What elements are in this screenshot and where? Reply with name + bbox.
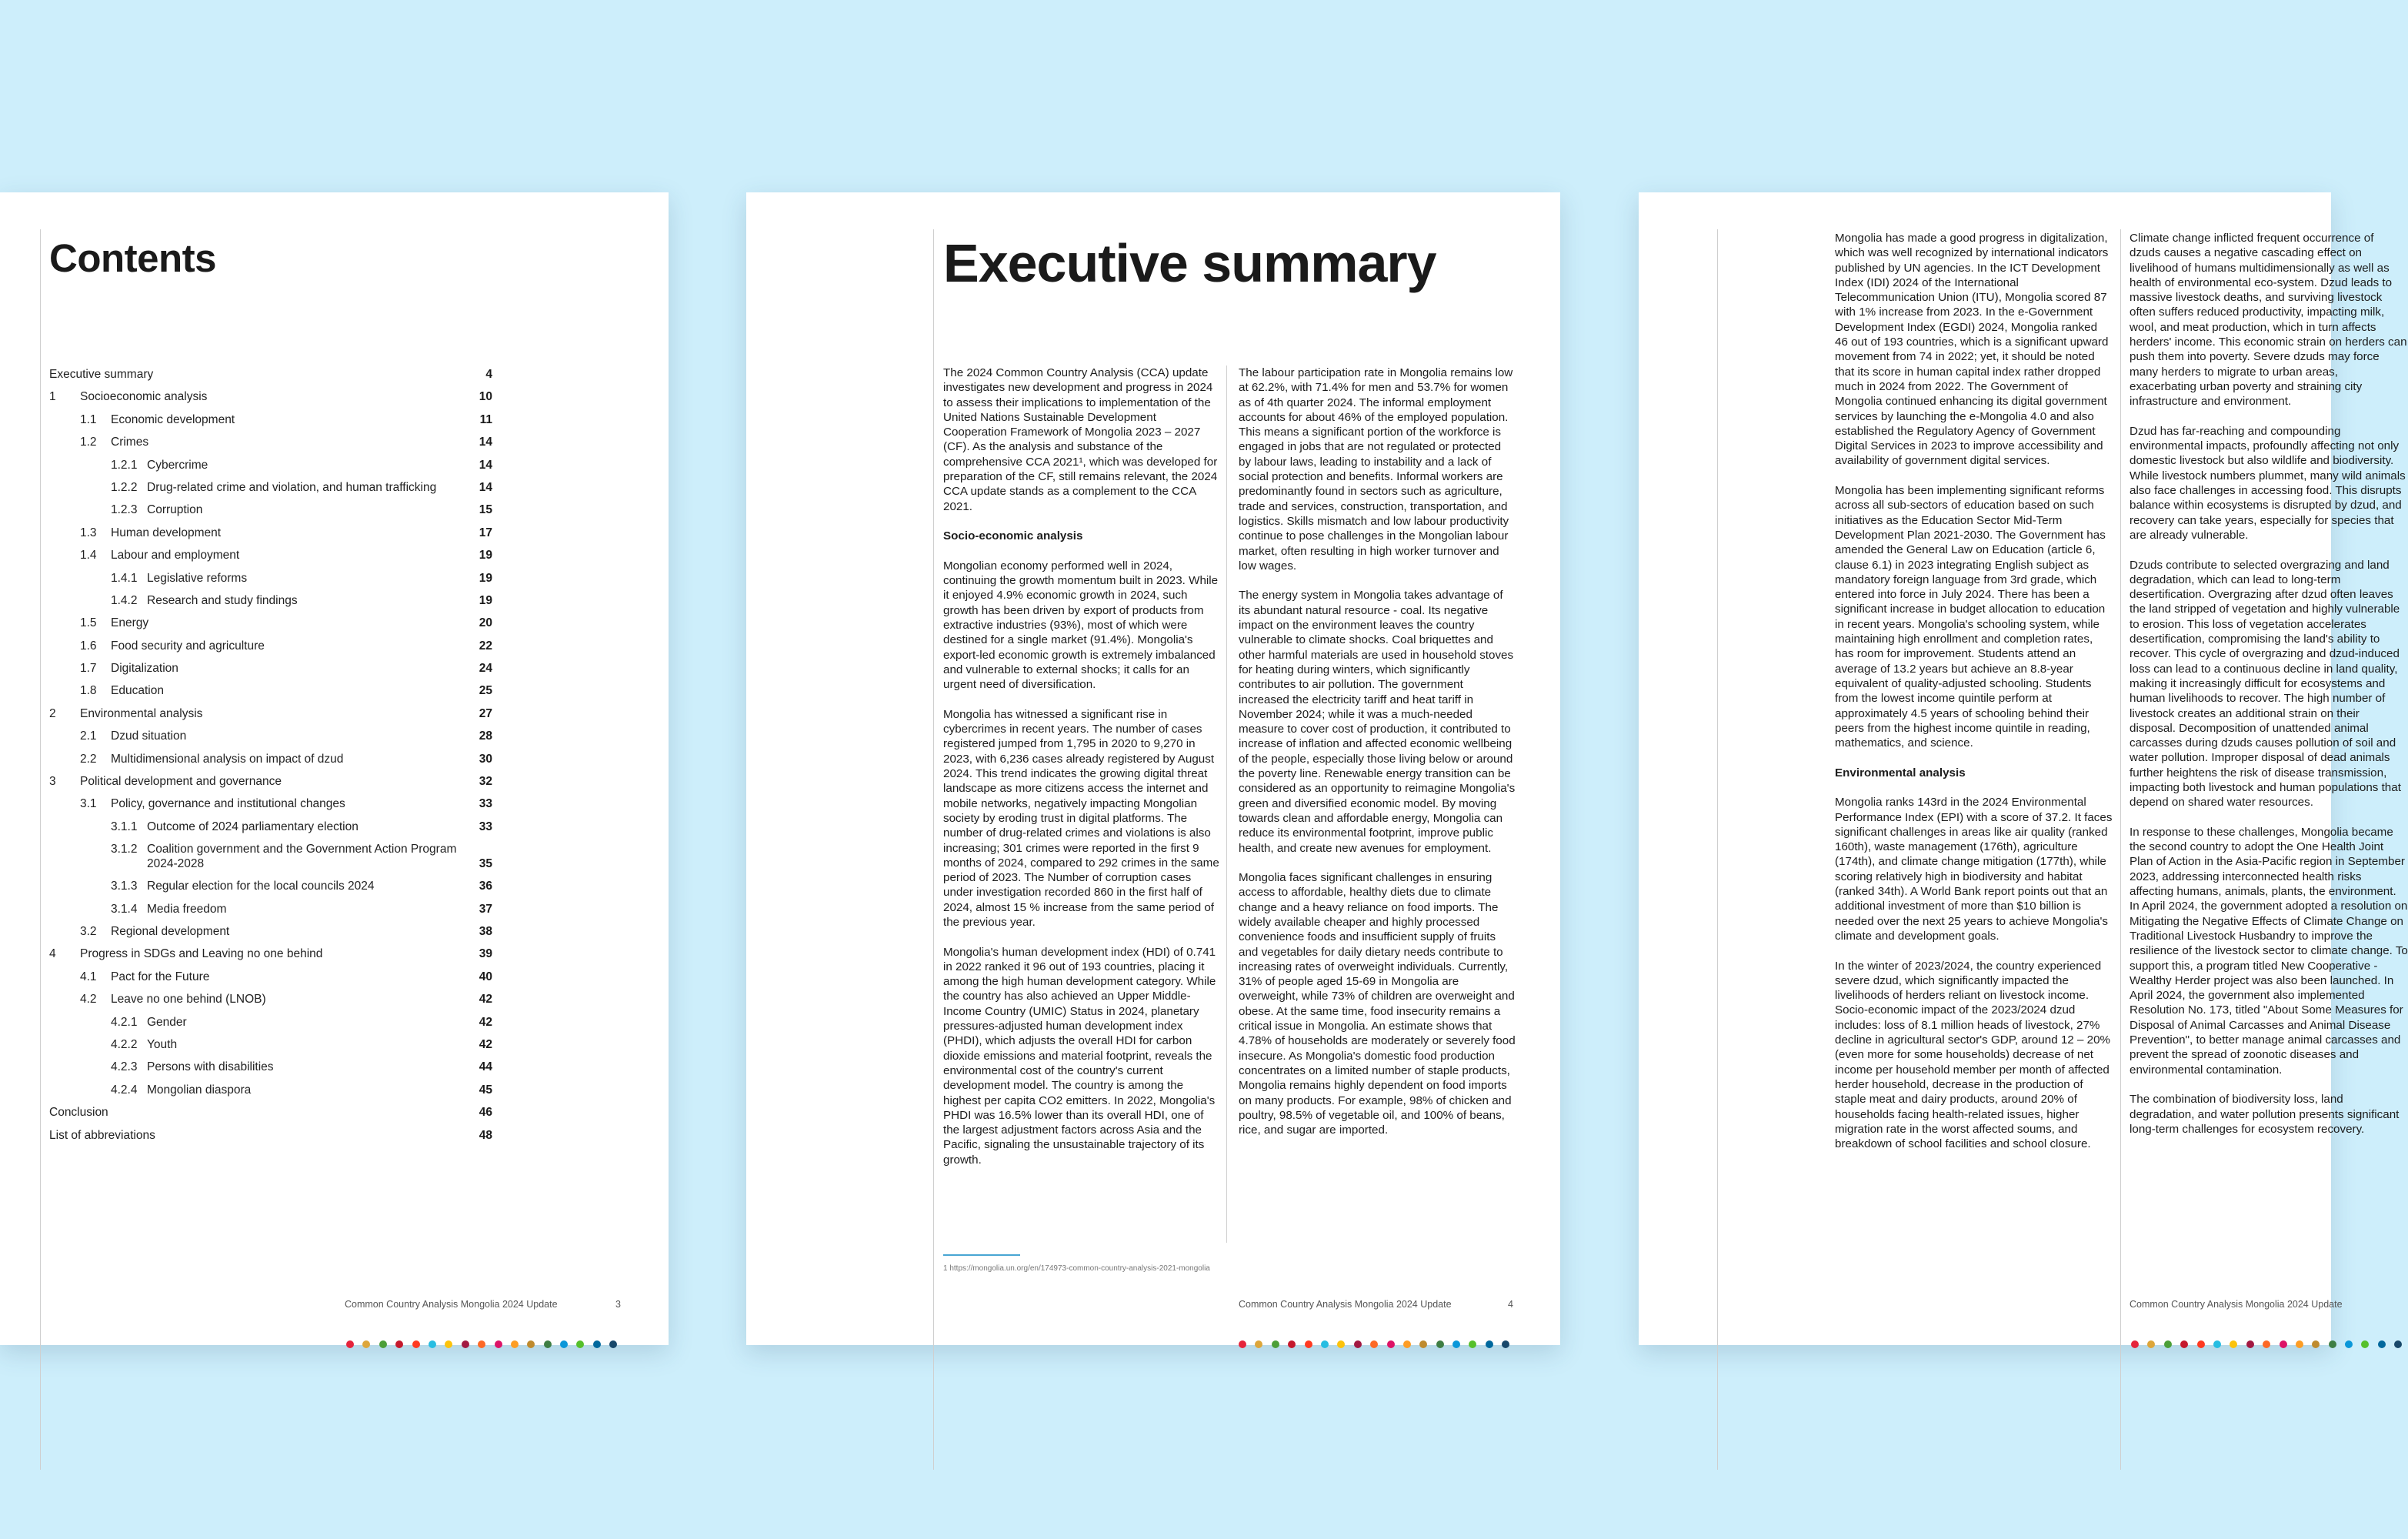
toc-entry-page: 28 — [479, 729, 492, 743]
toc-entry-number: 3.1.3 — [111, 880, 138, 893]
toc-entry-number: 4.1 — [80, 970, 97, 983]
toc-entry-number: 3 — [49, 775, 56, 789]
toc-entry-label: Human development — [111, 526, 222, 539]
executive-summary-page — [746, 192, 1560, 1345]
toc-entry-page: 19 — [479, 549, 492, 563]
toc-entry[interactable] — [49, 748, 492, 770]
toc-entry[interactable] — [49, 454, 492, 476]
sdg-dot — [2280, 1340, 2287, 1348]
toc-entry-number: 1.5 — [80, 616, 97, 630]
toc-entry[interactable] — [49, 1079, 492, 1101]
toc-entry-label: Drug-related crime and violation, and human trafficking — [147, 480, 437, 494]
contents-title: Contents — [49, 236, 216, 280]
toc-entry-page: 44 — [479, 1060, 492, 1074]
sdg-dot — [560, 1340, 568, 1348]
sdg-dot — [1469, 1340, 1476, 1348]
contents-page — [0, 192, 669, 1345]
page-number: 4 — [1508, 1299, 1513, 1310]
toc-entry-number: 1.8 — [80, 684, 97, 698]
body-paragraph: In the winter of 2023/2024, the country experienced severe dzud, which significantly impacted the livelihoods of herders reliant on livestock income. Socio-economic impact of the 2023/2024 dzud includes: loss of 8.1 million heads of livestock, 27% decline in agricultural sector's GDP, around 12 – 20% (even more for some households) decrease of net income per household member per month of affected herder household, decrease in the production of staple meat and dairy products, around 20% of households facing health-related issues, higher migration rate in the worst affected soums, and breakdown of school facilities and school closure. — [1835, 959, 2111, 1151]
page-title: Executive summary — [943, 233, 1436, 293]
sdg-dot — [1321, 1340, 1329, 1348]
column-rule — [1226, 366, 1227, 1243]
toc-entry[interactable] — [49, 635, 492, 657]
column-rule — [2120, 229, 2121, 1470]
sdg-dot — [1272, 1340, 1279, 1348]
toc-entry-label: List of abbreviations — [49, 1128, 155, 1142]
toc-entry-number: 2 — [49, 706, 56, 720]
toc-entry-label: Persons with disabilities — [147, 1060, 274, 1074]
toc-entry-label: Outcome of 2024 parliamentary election — [147, 820, 359, 833]
toc-entry[interactable] — [49, 522, 492, 544]
toc-entry-label: Education — [111, 684, 164, 698]
toc-entry-page: 14 — [479, 480, 492, 494]
toc-entry-number: 3.1.2 — [111, 843, 138, 856]
sdg-dot — [2213, 1340, 2221, 1348]
toc-entry-label: Media freedom — [147, 902, 227, 916]
toc-entry[interactable] — [49, 988, 492, 1010]
toc-entry[interactable] — [49, 567, 492, 589]
toc-entry-label: Progress in SDGs and Leaving no one behind — [80, 947, 323, 961]
sdg-dot — [2164, 1340, 2172, 1348]
section-heading: Environmental analysis — [1835, 766, 1966, 780]
toc-entry-number: 1.2.2 — [111, 480, 138, 494]
toc-entry-label: Regional development — [111, 924, 230, 938]
toc-entry-page: 24 — [479, 662, 492, 676]
sdg-dot — [2197, 1340, 2205, 1348]
toc-entry-page: 38 — [479, 924, 492, 938]
toc-entry-number: 4.2.2 — [111, 1037, 138, 1051]
toc-entry-number: 4.2 — [80, 993, 97, 1007]
sdg-dot — [2329, 1340, 2336, 1348]
sdg-dot — [412, 1340, 420, 1348]
toc-entry[interactable] — [49, 409, 492, 431]
sdg-dot — [527, 1340, 535, 1348]
toc-entry[interactable] — [49, 612, 492, 634]
sdg-dot — [395, 1340, 403, 1348]
toc-entry-page: 36 — [479, 880, 492, 893]
sdg-dot — [1354, 1340, 1362, 1348]
toc-entry[interactable] — [49, 499, 492, 521]
toc-entry[interactable] — [49, 1056, 492, 1078]
toc-entry-label: Multidimensional analysis on impact of dzud — [111, 752, 344, 766]
body-paragraph: Mongolia has made a good progress in digitalization, which was well recognized by international indicators published by UN agencies. In the ICT Development Index (IDI) 2024 of the International Telecommunication Union (ITU), Mongolia scored 87 with 1% increase from 2023. In the e-Government Development Index (EGDI) 2024, Mongolia ranked 46 out of 193 countries, which is a significant upward movement from 74 in 2022; yet, it should be noted that its score in human capital index rather dropped much in 2024 from 2022. The Government of Mongolia continued enhancing its digital government services by launching the e-Mongolia 4.0 and also established the Regulatory Agency of Government Digital Services in 2023 to improve accessibility and availability of government digital services. — [1835, 232, 2109, 468]
sdg-dot — [495, 1340, 502, 1348]
toc-entry-label: Research and study findings — [147, 593, 298, 607]
page-footer: Common Country Analysis Mongolia 2024 Update — [2130, 1299, 2343, 1310]
continuation-page — [1639, 192, 2408, 1345]
margin-rule — [40, 229, 41, 1470]
sdg-color-dots — [1239, 1340, 1509, 1348]
sdg-dot — [1337, 1340, 1345, 1348]
sdg-dot — [2230, 1340, 2237, 1348]
sdg-dot — [609, 1340, 617, 1348]
body-paragraph: The labour participation rate in Mongolia remains low at 62.2%, with 71.4% for men and 53.7% for women as of 4th quarter 2024. The informal employment accounts for about 46% of the employed population. This means a significant portion of the workforce is engaged in jobs that are not regulated or protected by labour laws, leading to instability and a lack of social protection and benefits. Informal workers are predominantly found in sectors such as agriculture, trade and services, construction, transportation, and logistics. Skills mismatch and low labour productivity continue to pose challenges in the Mongolian labour market, often resulting in high worker turnover and low wages. — [1239, 366, 1513, 573]
toc-entry-label: Crimes — [111, 436, 149, 449]
sdg-dot — [1452, 1340, 1460, 1348]
sdg-dot — [544, 1340, 552, 1348]
toc-entry[interactable] — [49, 1124, 492, 1147]
toc-entry-label: Cybercrime — [147, 458, 208, 472]
sdg-dot — [1387, 1340, 1395, 1348]
toc-entry[interactable] — [49, 966, 492, 988]
sdg-dot — [2378, 1340, 2386, 1348]
sdg-dot — [362, 1340, 370, 1348]
sdg-dot — [593, 1340, 601, 1348]
toc-entry-page: 4 — [485, 368, 492, 381]
toc-entry-page: 20 — [479, 616, 492, 630]
sdg-dot — [1486, 1340, 1493, 1348]
toc-entry-number: 1 — [49, 390, 56, 404]
sdg-dot — [1305, 1340, 1312, 1348]
sdg-color-dots — [346, 1340, 617, 1348]
toc-entry-label: Digitalization — [111, 662, 178, 676]
toc-entry-number: 4.2.1 — [111, 1015, 138, 1029]
toc-entry-number: 1.7 — [80, 662, 97, 676]
page-footer: Common Country Analysis Mongolia 2024 Update — [1239, 1299, 1452, 1310]
toc-entry[interactable] — [49, 838, 492, 875]
toc-entry-label: Executive summary — [49, 368, 154, 381]
body-paragraph: Mongolia ranks 143rd in the 2024 Environmental Performance Index (EPI) with a score of 37.2. It faces significant challenges in areas like air quality (ranked 160th), waste management (176th), agriculture (174th), and climate change mitigation (177th), while scoring relatively high in biodiversity and habitat (ranked 34th). A World Bank report points out that an additional investment of more than $10 billion is needed over the next 25 years to achieve Mongolia's climate and development goals. — [1835, 796, 2113, 943]
toc-entry-label: Labour and employment — [111, 549, 240, 563]
toc-entry[interactable] — [49, 725, 492, 747]
toc-entry[interactable] — [49, 1101, 492, 1123]
sdg-dot — [1403, 1340, 1411, 1348]
sdg-dot — [462, 1340, 469, 1348]
sdg-dot — [1502, 1340, 1509, 1348]
toc-entry-label: Economic development — [111, 412, 235, 426]
sdg-dot — [576, 1340, 584, 1348]
sdg-dot — [1419, 1340, 1427, 1348]
toc-entry-number: 3.1.4 — [111, 902, 138, 916]
body-paragraph: Dzuds contribute to selected overgrazing and land degradation, which can lead to long-term desertification. Overgrazing after dzud often leaves the land stripped of vegetation and highly vulnerable to erosion. This loss of vegetation accelerates desertification, compromising the land's ability to recover. This cycle of overgrazing and dzud-induced loss can lead to a continuous decline in land quality, making it increasingly difficult for ecosystems and human livelihoods to recover. The high number of livestock creates an additional strain on their disposal. Decomposition of unattended animal carcasses during dzuds causes pollution of soil and water pollution. Improper disposal of dead animals further heightens the risk of disease transmission, impacting both livestock and human populations that depend on shared water resources. — [2130, 558, 2401, 810]
toc-entry-page: 14 — [479, 436, 492, 449]
toc-entry[interactable] — [49, 816, 492, 838]
toc-entry-label: Energy — [111, 616, 149, 630]
section-heading: Socio-economic analysis — [943, 529, 1083, 543]
toc-entry-label: Policy, governance and institutional changes — [111, 797, 345, 811]
toc-entry-number: 1.6 — [80, 639, 97, 653]
toc-entry-label: Coalition government and the Government Action Program 2024-2028 — [147, 843, 457, 871]
toc-entry-label: Corruption — [147, 503, 203, 517]
sdg-dot — [379, 1340, 387, 1348]
toc-entry-page: 42 — [479, 1015, 492, 1029]
toc-entry-label: Political development and governance — [80, 775, 282, 789]
toc-entry-label: Leave no one behind (LNOB) — [111, 993, 266, 1007]
toc-entry[interactable] — [49, 1033, 492, 1056]
toc-entry-number: 1.2.1 — [111, 458, 138, 472]
toc-entry-number: 4.2.3 — [111, 1060, 138, 1074]
toc-entry[interactable] — [49, 920, 492, 943]
toc-entry-number: 4 — [49, 947, 56, 961]
body-paragraph: Mongolian economy performed well in 2024, continuing the growth momentum built in 2023. While it enjoyed 4.9% economic growth in 2024, such growth has been driven by export of products from extractive industries (93%), most of which were destined for a single market (91.4%). Mongolia's export-led economic growth is extremely imbalanced and vulnerable to external shocks; it calls for an urgent need of diversification. — [943, 559, 1219, 692]
toc-entry-label: Environmental analysis — [80, 706, 203, 720]
toc-entry[interactable] — [49, 1011, 492, 1033]
toc-entry-page: 17 — [479, 526, 492, 539]
toc-entry-page: 10 — [479, 390, 492, 404]
toc-entry-page: 11 — [479, 412, 492, 426]
toc-entry[interactable] — [49, 476, 492, 499]
page-number: 3 — [615, 1299, 621, 1310]
toc-entry-page: 19 — [479, 593, 492, 607]
toc-entry[interactable] — [49, 793, 492, 815]
sdg-dot — [1239, 1340, 1246, 1348]
toc-entry-number: 1.4.1 — [111, 571, 138, 585]
toc-entry[interactable] — [49, 703, 492, 725]
sdg-dot — [346, 1340, 354, 1348]
toc-entry-number: 3.2 — [80, 924, 97, 938]
toc-entry[interactable] — [49, 898, 492, 920]
text-column-2 — [1239, 366, 1516, 1153]
sdg-dot — [1370, 1340, 1378, 1348]
sdg-dot — [478, 1340, 485, 1348]
text-column-1 — [1835, 231, 2113, 1167]
toc-entry-page: 19 — [479, 571, 492, 585]
toc-entry-page: 22 — [479, 639, 492, 653]
toc-entry-page: 33 — [479, 820, 492, 833]
text-column-1 — [943, 366, 1220, 1182]
toc-entry-number: 1.2 — [80, 436, 97, 449]
sdg-dot — [2312, 1340, 2320, 1348]
body-paragraph: Mongolia has been implementing significant reforms across all sub-sectors of education based on such initiatives as the Education Sector Mid-Term Development Plan 2021-2030. The Government has amended the General Law on Education (article 6, clause 6.1) in 2023 integrating English subject as mandatory foreign language from 3rd grade, which entered into force in July 2024. There has been a significant increase in budget allocation to education in recent years. Mongolia's schooling system, while maintaining high enrollment and completion rates, has room for improvement. Students attend an average of 13.2 years but achieve an 8.8-year equivalent of quality-adjusted schooling. Students from the lowest income quintile perform at approximately 4.5 years of schooling behind their peers from the highest income quintile in reading, mathematics, and science. — [1835, 484, 2106, 750]
toc-entry-label: Youth — [147, 1037, 178, 1051]
toc-entry-page: 40 — [479, 970, 492, 983]
footnote: 1 https://mongolia.un.org/en/174973-common-country-analysis-2021-mongolia — [943, 1264, 1210, 1273]
sdg-dot — [2147, 1340, 2155, 1348]
toc-entry-number: 1.3 — [80, 526, 97, 539]
toc-entry-page: 14 — [479, 458, 492, 472]
toc-entry-label: Mongolian diaspora — [147, 1083, 252, 1097]
body-paragraph: Dzud has far-reaching and compounding environmental impacts, profoundly affecting not only domestic livestock but also wildlife and biodiversity. While livestock numbers plummet, many wild animals also face challenges in accessing food. This disrupts balance within ecosystems is disrupted by dzud, and recovery can take years, especially for species that are already vulnerable. — [2130, 424, 2406, 542]
sdg-dot — [2180, 1340, 2188, 1348]
table-of-contents — [49, 363, 492, 1147]
toc-entry[interactable] — [49, 943, 492, 965]
sdg-dot — [2296, 1340, 2303, 1348]
text-column-2 — [2130, 231, 2408, 1151]
toc-entry-label: Regular election for the local councils 2024 — [147, 880, 375, 893]
body-paragraph: The combination of biodiversity loss, land degradation, and water pollution presents significant long-term challenges for ecosystem recovery. — [2130, 1093, 2400, 1136]
toc-entry-page: 30 — [479, 752, 492, 766]
toc-entry-number: 1.4.2 — [111, 593, 138, 607]
toc-entry-number: 3.1 — [80, 797, 97, 811]
toc-entry-page: 39 — [479, 947, 492, 961]
toc-entry-number: 1.4 — [80, 549, 97, 563]
toc-entry-number: 1.2.3 — [111, 503, 138, 517]
toc-entry-page: 25 — [479, 684, 492, 698]
body-paragraph: Mongolia's human development index (HDI) of 0.741 in 2022 ranked it 96 out of 193 countries, placing it among the high human development category. While the country has also achieved an Upper Middle-Income Country (UMIC) Status in 2024, planetary pressures-adjusted human development index (PHDI), which adjusts the overall HDI for carbon dioxide emissions and material footprint, reveals the environmental cost of the country's current development model. The country is among the highest per capita CO2 emitters. In 2022, Mongolia's PHDI was 16.5% lower than its overall HDI, one of the largest adjustment factors across Asia and the Pacific, signaling the unsustainable trajectory of its growth. — [943, 945, 1216, 1167]
toc-entry-page: 46 — [479, 1106, 492, 1120]
toc-entry-number: 1.1 — [80, 412, 97, 426]
toc-entry[interactable] — [49, 657, 492, 679]
sdg-dot — [429, 1340, 436, 1348]
toc-entry-page: 42 — [479, 993, 492, 1007]
toc-entry-number: 4.2.4 — [111, 1083, 138, 1097]
toc-entry-label: Gender — [147, 1015, 187, 1029]
toc-entry-label: Socioeconomic analysis — [80, 390, 208, 404]
toc-entry-label: Pact for the Future — [111, 970, 210, 983]
sdg-dot — [1255, 1340, 1262, 1348]
toc-entry-number: 2.2 — [80, 752, 97, 766]
toc-entry-page: 45 — [479, 1083, 492, 1097]
body-paragraph: Mongolia has witnessed a significant rise in cybercrimes in recent years. The number of cases registered jumped from 1,795 in 2020 to 9,270 in 2023, with 6,236 cases already registered by August 2024. This trend indicates the growing digital threat landscape as more citizens access the internet and mobile networks, negatively impacting Mongolian society by eroding trust in digital platforms. The number of drug-related crimes and violations is also increasing; 301 crimes were reported in the first 9 months of 2024, compared to 292 crimes in the same period of 2023. The Number of corruption cases under investigation recorded 860 in the first half of 2024, almost 15 % increase from the same period of the previous year. — [943, 707, 1219, 929]
toc-entry-page: 15 — [479, 503, 492, 517]
body-paragraph: In response to these challenges, Mongolia became the second country to adopt the One Health Joint Plan of Action in the Asia-Pacific region in September 2023, addressing interconnected health risks affecting humans, animals, plants, the environment. In April 2024, the government adopted a resolution on Mitigating the Negative Effects of Climate Change on Traditional Livestock Husbandry to improve the resilience of the livestock sector to climate change. To support this, a program titled New Cooperative - Wealthy Herder project was also been launched. In April 2024, the government also implemented Resolution No. 173, titled "About Some Measures for Disposal of Animal Carcasses and Animal Disease Prevention", to better manage animal carcasses and prevent the spread of zoonotic diseases and environmental contamination. — [2130, 825, 2408, 1077]
toc-entry-label: Dzud situation — [111, 729, 187, 743]
toc-entry[interactable] — [49, 875, 492, 897]
page-footer: Common Country Analysis Mongolia 2024 Update — [345, 1299, 558, 1310]
body-paragraph: The energy system in Mongolia takes advantage of its abundant natural resource - coal. Its negative impact on the environment leaves the country vulnerable to climate shocks. Coal briquettes and other harmful materials are used in household stoves for heating during winters, which significantly contributes to air pollution. The government increased the electricity tariff and heat tariff in November 2024; while it was a much-needed measure to cover cost of production, it contributed to increase of inflation and affected economic wellbeing of the people, especially those living below or around the poverty line. Renewable energy transition can be considered as an opportunity to reimagine Mongolia's green and diversified economic model. By moving towards clean and affordable energy, Mongolia can reduce its environmental footprint, improve public health, and create new avenues for employment. — [1239, 589, 1516, 855]
body-paragraph: The 2024 Common Country Analysis (CCA) update investigates new development and progress in 2024 to assess their implications to implementation of the United Nations Sustainable Development Cooperation Framework of Mongolia 2023 – 2027 (CF). As the analysis and substance of the comprehensive CCA 2021¹, which was developed for preparation of the CF, still remains relevant, the 2024 CCA update stands as a complement to the CCA 2021. — [943, 366, 1218, 513]
toc-entry-label: Legislative reforms — [147, 571, 248, 585]
toc-entry-page: 35 — [479, 857, 492, 871]
toc-entry-number: 2.1 — [80, 729, 97, 743]
toc-entry-label: Food security and agriculture — [111, 639, 265, 653]
sdg-dot — [2263, 1340, 2270, 1348]
toc-entry[interactable] — [49, 386, 492, 408]
toc-entry-page: 42 — [479, 1037, 492, 1051]
toc-entry[interactable] — [49, 363, 492, 386]
sdg-dot — [2246, 1340, 2254, 1348]
sdg-dot — [2361, 1340, 2369, 1348]
margin-rule — [933, 229, 934, 1470]
sdg-dot — [2394, 1340, 2402, 1348]
toc-entry-page: 27 — [479, 706, 492, 720]
toc-entry[interactable] — [49, 770, 492, 793]
toc-entry[interactable] — [49, 431, 492, 453]
toc-entry-number: 3.1.1 — [111, 820, 138, 833]
toc-entry-page: 32 — [479, 775, 492, 789]
toc-entry-page: 48 — [479, 1128, 492, 1142]
sdg-dot — [2131, 1340, 2139, 1348]
toc-entry-page: 33 — [479, 797, 492, 811]
toc-entry[interactable] — [49, 544, 492, 566]
footnote-rule — [943, 1254, 1020, 1256]
sdg-dot — [1436, 1340, 1444, 1348]
sdg-dot — [445, 1340, 452, 1348]
margin-rule — [1717, 229, 1718, 1470]
sdg-dot — [2345, 1340, 2353, 1348]
toc-entry[interactable] — [49, 679, 492, 702]
sdg-color-dots — [2131, 1340, 2402, 1348]
toc-entry-page: 37 — [479, 902, 492, 916]
toc-entry[interactable] — [49, 589, 492, 612]
body-paragraph: Climate change inflicted frequent occurrence of dzuds causes a negative cascading effect on livelihood of humans multidimensionally as well as health of environmental eco-system. Dzud leads to massive livestock deaths, and surviving livestock often suffers reduced productivity, impacting milk, wool, and meat production, which in turn affects herders' income. This economic strain on herders can push them into poverty. Severe dzuds may force many herders to migrate to urban areas, exacerbating urban poverty and straining city infrastructure and environment. — [2130, 232, 2407, 409]
body-paragraph: Mongolia faces significant challenges in ensuring access to affordable, healthy diets due to climate change and a heavy reliance on food imports. The widely available cheaper and highly processed convenience foods and insufficient supply of fruits and vegetables for daily dietary needs contribute to increasing rates of overweight individuals. Currently, 31% of people aged 15-69 in Mongolia are overweight, while 73% of children are overweight and obese. At the same time, food insecurity remains a critical issue in Mongolia. An estimate shows that 4.78% of households are moderately or severely food insecure. As Mongolia's domestic food production concentrates on a limited number of staple products, Mongolia remains highly dependent on food imports on many products. For example, 98% of chicken and poultry, 98.5% of vegetable oil, and 100% of beans, rice, and sugar are imported. — [1239, 871, 1516, 1137]
sdg-dot — [511, 1340, 519, 1348]
toc-entry-label: Conclusion — [49, 1106, 108, 1120]
sdg-dot — [1288, 1340, 1296, 1348]
